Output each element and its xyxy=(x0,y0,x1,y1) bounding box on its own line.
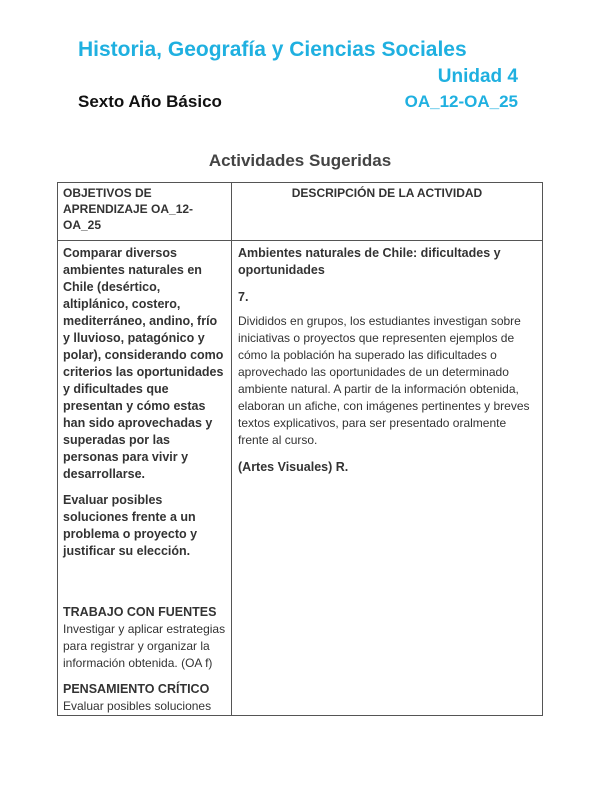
grade-label: Sexto Año Básico xyxy=(78,92,222,111)
objective-text: Evaluar posibles soluciones frente a un problema o proyecto y justificar su elección. xyxy=(63,493,198,558)
activity-cell xyxy=(232,241,543,716)
activity-number: 7. xyxy=(238,290,249,304)
page-title: Historia, Geografía y Ciencias Sociales xyxy=(78,38,467,61)
activities-table xyxy=(57,182,543,716)
activity-title: Ambientes naturales de Chile: dificultades y oportunidades xyxy=(238,246,501,277)
skill-title: TRABAJO CON FUENTES xyxy=(63,605,217,619)
oa-code: OA_12-OA_25 xyxy=(404,92,518,111)
skill-text: Investigar y aplicar estrategias para registrar y organizar la información obtenida. (OA f) xyxy=(63,622,226,670)
skill-text: Evaluar posibles soluciones xyxy=(63,699,212,713)
skill-title: PENSAMIENTO CRÍTICO xyxy=(63,682,210,696)
section-title: Actividades Sugeridas xyxy=(208,151,392,170)
objectives-cell xyxy=(58,241,232,716)
objectives-header: OBJETIVOS DE APRENDIZAJE OA_12-OA_25 xyxy=(58,183,232,241)
activity-description: Divididos en grupos, los estudiantes investigan sobre iniciativas o proyectos que representen ejemplos de cómo la población ha superado las dificultades o aprovechado las oportunidades de un determinado ambiente natural. A partir de la información obtenida, elaboran un afiche, con imágenes pertinentes y breves textos explicativos, para ser presentado oralmente frente al curso. xyxy=(238,314,530,447)
table-header-row xyxy=(58,183,543,241)
table-row xyxy=(58,241,543,716)
activity-note: (Artes Visuales) R. xyxy=(238,460,349,474)
objective-text: Comparar diversos ambientes naturales en Chile (desértico, altiplánico, costero, mediterráneo, andino, frío y lluvioso, patagónico y polar), considerando como criterios las oportunidades y dificultades que presentan y cómo estas han sido aprovechadas y superadas por las personas para vivir y desarrollarse. xyxy=(63,246,224,481)
unit-label: Unidad 4 xyxy=(437,66,518,87)
description-header: DESCRIPCIÓN DE LA ACTIVIDAD xyxy=(232,183,543,241)
